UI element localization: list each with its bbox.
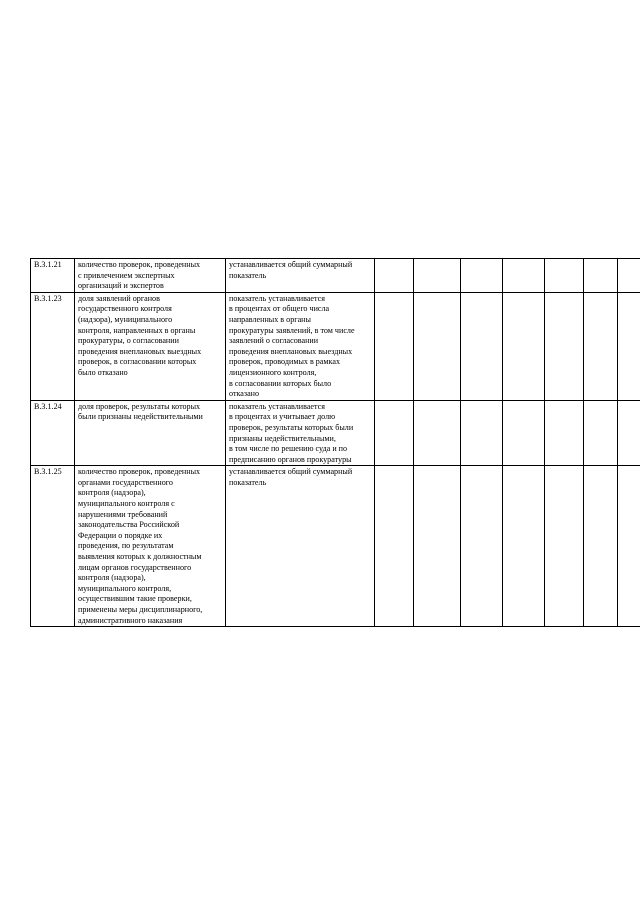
empty-cell <box>375 259 414 293</box>
empty-cell <box>545 259 584 293</box>
indicator-name: количество проверок, проведенных с привлечением экспертных организаций и экспертов <box>75 259 226 293</box>
empty-cell <box>414 400 461 466</box>
empty-cell <box>618 466 640 627</box>
empty-cell <box>461 466 503 627</box>
empty-cell <box>545 292 584 400</box>
empty-cell <box>545 400 584 466</box>
indicator-method: показатель устанавливается в процентах и учитывает долю проверок, результаты которых были признаны недействительными, в том числе по решению суда и по предписанию органов прокуратуры <box>226 400 375 466</box>
empty-cell <box>584 259 618 293</box>
empty-cell <box>461 400 503 466</box>
empty-cell <box>503 259 545 293</box>
indicator-name: доля заявлений органов государственного контроля (надзора), муниципального контроля, направленных в органы прокуратуры, о согласовании проведения внеплановых выездных проверок, в согласовании которых было отказано <box>75 292 226 400</box>
empty-cell <box>584 400 618 466</box>
empty-cell <box>461 292 503 400</box>
table-row <box>31 259 640 293</box>
indicators-table <box>30 258 640 627</box>
empty-cell <box>545 466 584 627</box>
empty-cell <box>618 400 640 466</box>
empty-cell <box>461 259 503 293</box>
empty-cell <box>414 259 461 293</box>
empty-cell <box>414 466 461 627</box>
indicator-code: В.3.1.24 <box>31 400 75 466</box>
empty-cell <box>618 292 640 400</box>
empty-cell <box>503 466 545 627</box>
indicator-code: В.3.1.21 <box>31 259 75 293</box>
table-row <box>31 400 640 466</box>
indicator-name: количество проверок, проведенных органами государственного контроля (надзора), муниципального контроля с нарушениями требований законодательства Российской Федерации о порядке их проведения, по результатам выявления которых к должностным лицам органов государственного контроля (надзора), муниципального контроля, осуществившим такие проверки, применены меры дисциплинарного, административного наказания <box>75 466 226 627</box>
empty-cell <box>375 466 414 627</box>
indicator-method: устанавливается общий суммарный показатель <box>226 259 375 293</box>
empty-cell <box>414 292 461 400</box>
empty-cell <box>375 292 414 400</box>
indicator-method: показатель устанавливается в процентах от общего числа направленных в органы прокуратуры заявлений, в том числе заявлений о согласовании проведения внеплановых выездных проверок, проводимых в рамках лицензионного контроля, в согласовании которых было отказано <box>226 292 375 400</box>
empty-cell <box>618 259 640 293</box>
table-row <box>31 466 640 627</box>
empty-cell <box>503 400 545 466</box>
empty-cell <box>503 292 545 400</box>
empty-cell <box>584 466 618 627</box>
indicator-method: устанавливается общий суммарный показатель <box>226 466 375 627</box>
indicator-name: доля проверок, результаты которых были признаны недействительными <box>75 400 226 466</box>
indicator-code: В.3.1.25 <box>31 466 75 627</box>
table-row <box>31 292 640 400</box>
empty-cell <box>584 292 618 400</box>
indicator-code: В.3.1.23 <box>31 292 75 400</box>
empty-cell <box>375 400 414 466</box>
